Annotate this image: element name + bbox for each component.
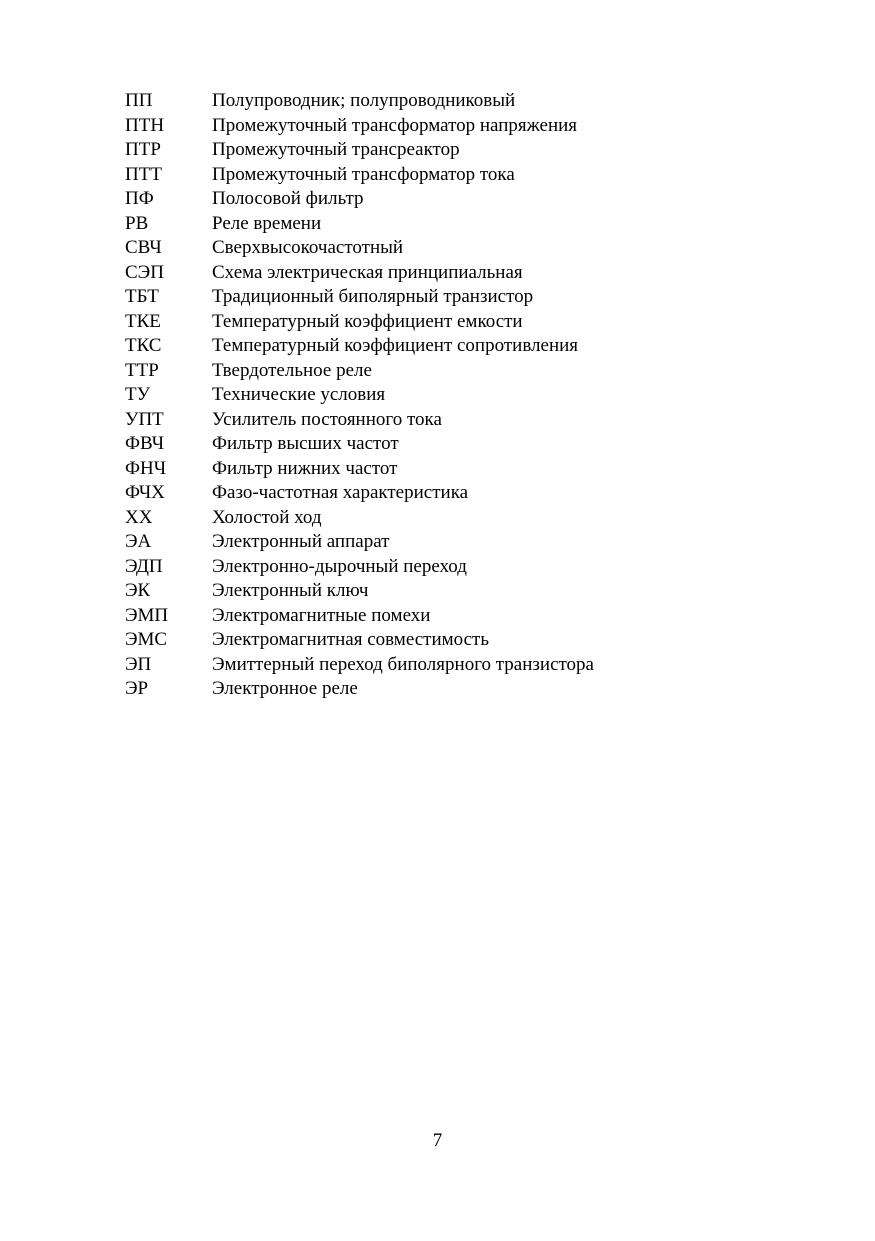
abbreviation-row <box>125 408 765 433</box>
abbreviation-row <box>125 481 765 506</box>
abbreviation-code: ПТТ <box>125 163 162 185</box>
abbreviation-code: ТКС <box>125 335 162 356</box>
abbreviation-definition: Традиционный биполярный транзистор <box>212 286 534 307</box>
abbreviation-definition: Электронный ключ <box>212 580 369 601</box>
abbreviation-row <box>125 677 765 702</box>
abbreviation-code: ХХ <box>125 506 153 528</box>
abbreviation-definition: Реле времени <box>212 212 322 234</box>
abbreviation-definition: Промежуточный трансреактор <box>212 139 460 160</box>
abbreviation-row <box>125 310 765 335</box>
abbreviation-row <box>125 359 765 384</box>
abbreviation-row <box>125 579 765 604</box>
abbreviation-definition: Электронный аппарат <box>212 531 390 552</box>
abbreviation-code: ФНЧ <box>125 457 167 479</box>
abbreviation-definition: Электронно-дырочный переход <box>212 555 467 577</box>
abbreviation-row <box>125 187 765 212</box>
abbreviation-code: ТУ <box>125 384 151 405</box>
abbreviation-row <box>125 555 765 580</box>
abbreviation-code: ПП <box>125 90 153 111</box>
abbreviation-row <box>125 163 765 188</box>
abbreviation-definition: Технические условия <box>212 384 386 405</box>
abbreviation-code: ПТР <box>125 139 161 160</box>
abbreviation-row <box>125 334 765 359</box>
abbreviation-code: ФЧХ <box>125 482 165 503</box>
abbreviation-code: ЭР <box>125 678 149 699</box>
abbreviation-row <box>125 114 765 139</box>
abbreviation-code: ФВЧ <box>125 433 165 454</box>
abbreviation-code: СЭП <box>125 261 164 283</box>
abbreviation-code: ЭА <box>125 531 152 552</box>
abbreviation-code: ТБТ <box>125 286 159 307</box>
abbreviation-code: СВЧ <box>125 237 162 258</box>
abbreviation-definition: Фильтр нижних частот <box>212 457 398 479</box>
abbreviation-code: ПФ <box>125 188 154 209</box>
abbreviation-row <box>125 432 765 457</box>
abbreviation-definition: Промежуточный трансформатор тока <box>212 163 515 185</box>
abbreviation-definition: Электронное реле <box>212 678 358 699</box>
abbreviation-definition: Холостой ход <box>212 506 322 528</box>
abbreviation-definition: Температурный коэффициент емкости <box>212 310 523 332</box>
abbreviation-code: ЭК <box>125 580 151 601</box>
abbreviation-definition: Сверхвысокочастотный <box>212 237 404 258</box>
abbreviation-definition: Промежуточный трансформатор напряжения <box>212 114 578 136</box>
abbreviation-definition: Фазо-частотная характеристика <box>212 482 469 503</box>
abbreviation-list <box>125 89 765 702</box>
abbreviation-definition: Электромагнитные помехи <box>212 604 431 626</box>
abbreviation-row <box>125 261 765 286</box>
abbreviation-row <box>125 628 765 653</box>
abbreviation-row <box>125 212 765 237</box>
abbreviation-row <box>125 653 765 678</box>
abbreviation-definition: Электромагнитная совместимость <box>212 629 490 650</box>
abbreviation-code: УПТ <box>125 408 164 430</box>
abbreviation-definition: Эмиттерный переход биполярного транзистора <box>212 653 594 675</box>
abbreviation-row <box>125 236 765 261</box>
abbreviation-code: ЭМП <box>125 604 169 626</box>
abbreviation-code: ТТР <box>125 359 159 381</box>
abbreviation-definition: Температурный коэффициент сопротивления <box>212 335 579 356</box>
abbreviation-code: ТКЕ <box>125 310 161 332</box>
abbreviation-definition: Фильтр высших частот <box>212 433 399 454</box>
abbreviation-row <box>125 285 765 310</box>
abbreviation-code: РВ <box>125 212 149 234</box>
abbreviation-code: ЭП <box>125 653 152 675</box>
abbreviation-row <box>125 604 765 629</box>
abbreviation-definition: Полосовой фильтр <box>212 188 364 209</box>
abbreviation-code: ЭДП <box>125 555 163 577</box>
abbreviation-definition: Схема электрическая принципиальная <box>212 261 523 283</box>
abbreviation-code: ЭМС <box>125 629 168 650</box>
page-number: 7 <box>432 1130 443 1151</box>
abbreviation-row <box>125 506 765 531</box>
abbreviation-definition: Усилитель постоянного тока <box>212 408 442 430</box>
abbreviation-definition: Полупроводник; полупроводниковый <box>212 90 516 111</box>
abbreviation-definition: Твердотельное реле <box>212 359 372 381</box>
abbreviation-row <box>125 530 765 555</box>
abbreviation-row <box>125 89 765 114</box>
abbreviation-row <box>125 457 765 482</box>
abbreviation-code: ПТН <box>125 114 165 136</box>
abbreviation-row <box>125 138 765 163</box>
abbreviation-row <box>125 383 765 408</box>
